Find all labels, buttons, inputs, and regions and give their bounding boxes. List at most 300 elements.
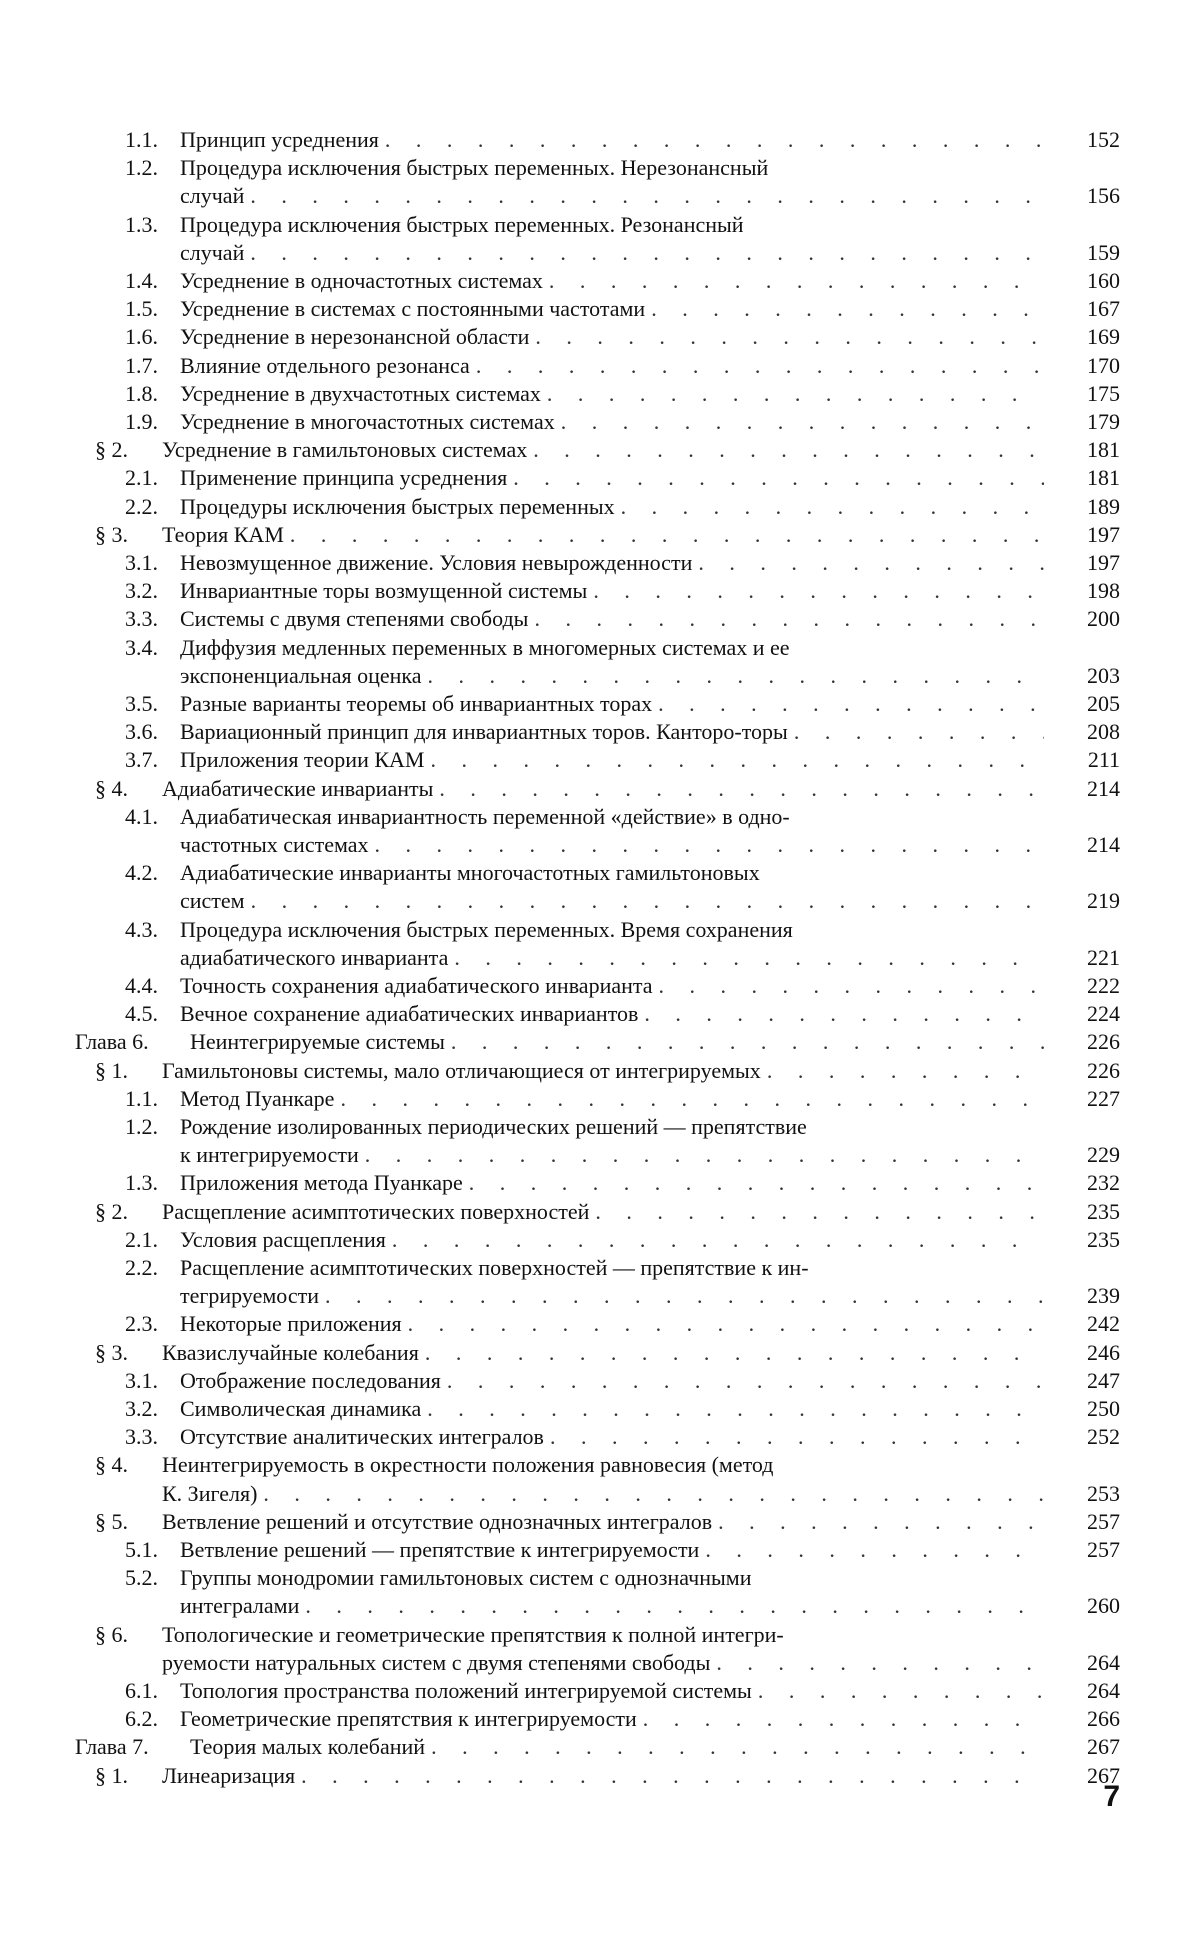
toc-section [0,1451,1120,1507]
toc-entry-title-line [180,1564,1050,1592]
dot-leader [430,746,1044,774]
toc-entry-title: случай [180,183,245,209]
toc-page-number: 246 [1087,1339,1120,1365]
toc-page-number: 235 [1087,1198,1120,1224]
toc-entry-number: 1.2. [125,1114,158,1139]
toc-subsection [0,1085,1120,1113]
toc-entry-title: Применение принципа усреднения [180,465,508,491]
toc-entry-title-line [180,803,1050,831]
toc-subsection [0,916,1120,972]
toc-entry-number: 1.3. [125,211,158,237]
toc-entry-number: § 6. [95,1621,128,1647]
toc-page-number: 226 [1087,1057,1120,1083]
dot-leader [263,1480,1044,1508]
toc-entry-title-line [180,887,1050,915]
dot-leader [533,436,1044,464]
toc-entry-title: Адиабатические инварианты [162,775,434,801]
toc-entry-title: к интегрируемости [180,1142,359,1168]
toc-entry-number: 3.3. [125,1424,158,1450]
toc-entry-number: 3.2. [125,1396,158,1421]
toc-entry-title-line [180,352,1050,380]
toc-entry-title: Инвариантные торы возмущенной системы [180,578,588,604]
dot-leader [698,549,1044,577]
toc-page-number: 214 [1087,775,1120,801]
dot-leader [392,1226,1044,1254]
toc-entry-title: Некоторые приложения [180,1311,402,1337]
toc-entry-title: случай [180,239,245,265]
dot-leader [621,493,1044,521]
toc-entry-title-line [180,267,1050,295]
toc-entry-number: 1.6. [125,324,158,350]
toc-page-number: 267 [1087,1734,1120,1760]
toc-entry-number: 1.1. [125,127,158,152]
toc-entry-number: 3.7. [125,747,158,773]
toc-entry-number: 5.1. [125,1537,158,1562]
toc-page-number: 247 [1087,1367,1120,1393]
toc-subsection [0,1254,1120,1310]
toc-entry-title-line [180,577,1050,605]
toc-entry-number: 4.4. [125,973,158,998]
toc-page-number: 242 [1087,1311,1120,1337]
toc-entry-number: § 4. [95,775,128,801]
toc-page-number: 159 [1087,239,1120,265]
toc-subsection [0,323,1120,351]
toc-entry-number: 3.1. [125,550,158,575]
toc-entry-title-line [180,1423,1050,1451]
toc-entry-number: 4.2. [125,860,158,886]
dot-leader [305,1592,1044,1620]
toc-entry-number: 3.6. [125,719,158,745]
toc-page-number: 267 [1087,1762,1120,1788]
toc-entry-title: Ветвление решений и отсутствие однозначных интегралов [162,1508,713,1534]
toc-entry-title: интегралами [180,1593,300,1619]
toc-subsection [0,1000,1120,1028]
toc-entry-title-line [180,154,1050,182]
toc-section [0,1198,1120,1226]
toc-entry-number: 4.3. [125,916,158,942]
toc-entry-title: Невозмущенное движение. Условия невырожденности [180,550,693,575]
toc-subsection [0,803,1120,859]
dot-leader [250,182,1044,210]
toc-entry-title: Топология пространства положений интегрируемой системы [180,1678,752,1703]
toc-entry-title-line [180,182,1050,210]
toc-entry-title-line [162,436,1050,464]
toc-entry-number: 4.5. [125,1001,158,1027]
toc-entry-title: К. Зигеля) [162,1480,258,1506]
toc-page-number: 252 [1087,1424,1120,1450]
toc-entry-title: Теория малых колебаний [190,1734,426,1760]
toc-entry-title-line [162,1508,1050,1536]
dot-leader [408,1310,1044,1338]
toc-entry-title-line [162,1339,1050,1367]
toc-entry-title: систем [180,888,245,914]
toc-entry-title-line [180,1113,1050,1141]
dot-leader [431,1733,1044,1761]
toc-entry-title-line [180,916,1050,944]
toc-entry-title-line [180,239,1050,267]
toc-entry-title-line [180,1592,1050,1620]
dot-leader [549,267,1044,295]
toc-subsection [0,859,1120,915]
toc-page-number: 179 [1087,409,1120,434]
toc-entry-title: Приложения метода Пуанкаре [180,1170,463,1196]
toc-entry-title: Условия расщепления [180,1226,386,1252]
toc-entry-title-line [180,1085,1050,1113]
toc-entry-title-line [180,746,1050,774]
dot-leader [643,1705,1044,1733]
toc-entry-title-line [190,1028,1050,1056]
dot-leader [385,126,1044,154]
toc-section [0,1057,1120,1085]
toc-page-number: 250 [1087,1396,1120,1421]
toc-entry-title-line [180,408,1050,436]
toc-entry-title: Вариационный принцип для инвариантных торов. Канторо-торы [180,719,788,745]
toc-entry-title-line [180,380,1050,408]
toc-page-number: 189 [1087,493,1120,519]
toc-subsection [0,211,1120,267]
toc-subsection [0,605,1120,633]
toc-entry-title: экспоненциальная оценка [180,662,422,688]
dot-leader [593,577,1044,605]
toc-entry-title: Процедура исключения быстрых переменных. Время сохранения [180,916,793,942]
toc-entry-title: Процедура исключения быстрых переменных. Резонансный [180,211,744,237]
toc-entry-title-line [180,662,1050,690]
dot-leader [705,1536,1044,1564]
toc-entry-title: Влияние отдельного резонанса [180,352,470,378]
toc-entry-title: Ветвление решений — препятствие к интегрируемости [180,1537,700,1562]
toc-page-number: 169 [1087,324,1120,350]
toc-subsection [0,1677,1120,1705]
toc-page-number: 224 [1087,1001,1120,1027]
dot-leader [476,352,1044,380]
toc-entry-title: Усреднение в двухчастотных системах [180,380,541,406]
page-number: 7 [1103,1780,1120,1813]
toc-entry-title: Расщепление асимптотических поверхностей — препятствие к ин- [180,1255,809,1280]
toc-entry-title-line [180,1310,1050,1338]
toc-subsection [0,493,1120,521]
dot-leader [250,239,1044,267]
toc-subsection [0,352,1120,380]
toc-entry-title-line [190,1733,1050,1761]
dot-leader [535,323,1044,351]
toc-entry-title: Топологические и геометрические препятствия к полной интегри- [162,1621,784,1647]
toc-entry-title-line [180,211,1050,239]
toc-entry-number: 2.3. [125,1311,158,1337]
toc-entry-number: 2.2. [125,493,158,519]
toc-entry-number: § 2. [95,437,128,463]
toc-entry-title: Отображение последования [180,1367,441,1393]
toc-entry-title: Отсутствие аналитических интегралов [180,1424,544,1450]
toc-entry-title-line [180,1141,1050,1169]
toc-entry-title: Расщепление асимптотических поверхностей [162,1198,590,1224]
toc-entry-number: § 2. [95,1198,128,1224]
toc-page-number: 200 [1087,606,1120,632]
toc-entry-number: 3.1. [125,1367,158,1393]
dot-leader [428,662,1044,690]
toc-entry-title-line [180,634,1050,662]
toc-entry-title: Адиабатическая инвариантность переменной «действие» в одно- [180,803,790,829]
toc-entry-number: § 4. [95,1452,128,1478]
dot-leader [469,1169,1044,1197]
toc-subsection [0,126,1120,154]
toc-entry-title: Линеаризация [162,1762,296,1788]
toc-page-number: 160 [1087,268,1120,293]
dot-leader [767,1057,1044,1085]
toc-page-number: 181 [1087,437,1120,463]
dot-leader [454,944,1044,972]
toc-subsection [0,577,1120,605]
dot-leader [451,1028,1044,1056]
toc-section [0,1621,1120,1677]
dot-leader [595,1198,1044,1226]
toc-entry-number: 6.2. [125,1706,158,1732]
toc-entry-title-line [180,1226,1050,1254]
toc-entry-number: 3.4. [125,634,158,660]
toc-subsection [0,718,1120,746]
toc-page-number: 266 [1087,1706,1120,1732]
toc-entry-title-line [180,690,1050,718]
toc-entry-title-line [180,718,1050,746]
toc-entry-number: § 3. [95,521,128,547]
toc-entry-title: Приложения теории КАМ [180,747,425,773]
toc-page-number: 175 [1087,380,1120,406]
toc-section [0,775,1120,803]
toc-entry-number: 2.2. [125,1255,158,1280]
toc-page-number: 227 [1087,1085,1120,1111]
toc-entry-title-line [180,859,1050,887]
toc-page-number: 226 [1087,1029,1120,1055]
toc-page-number: 264 [1087,1678,1120,1703]
toc-subsection [0,549,1120,577]
toc-entry-number: § 1. [95,1057,128,1083]
toc-entry-number: 1.4. [125,268,158,293]
toc-page-number: 203 [1087,662,1120,688]
toc-page-number: 156 [1087,183,1120,209]
toc-entry-title: Усреднение в системах с постоянными частотами [180,296,646,322]
dot-leader [340,1085,1044,1113]
toc-entry-title-line [180,1395,1050,1423]
toc-section [0,1762,1120,1790]
toc-entry-number: 3.5. [125,691,158,716]
dot-leader [325,1282,1044,1310]
toc-entry-number: § 1. [95,1762,128,1788]
toc-subsection [0,408,1120,436]
toc-entry-title: тегрируемости [180,1283,319,1309]
toc-entry-number: § 3. [95,1339,128,1365]
dot-leader [290,521,1044,549]
dot-leader [758,1677,1044,1705]
toc-entry-title-line [162,1621,1050,1649]
toc-chapter [0,1028,1120,1056]
toc-entry-title: Усреднение в нерезонансной области [180,324,530,350]
toc-entry-title-line [162,1198,1050,1226]
toc-entry-title-line [162,1057,1050,1085]
toc-page-number: 181 [1087,465,1120,491]
toc-entry-title-line [180,831,1050,859]
toc-page-number: 253 [1087,1480,1120,1506]
toc-subsection [0,267,1120,295]
toc-entry-title: Вечное сохранение адиабатических инвариантов [180,1001,639,1027]
toc-section [0,1508,1120,1536]
toc-entry-title: Группы монодромии гамильтоновых систем с однозначными [180,1565,752,1591]
dot-leader [439,775,1044,803]
toc-entry-title: Усреднение в одночастотных системах [180,268,543,293]
toc-entry-title-line [180,549,1050,577]
toc-page-number: 205 [1087,691,1120,716]
toc-subsection [0,1536,1120,1564]
toc-page-number: 198 [1087,578,1120,604]
toc-page-number: 260 [1087,1593,1120,1619]
toc-entry-title-line [162,521,1050,549]
toc-entry-title-line [180,126,1050,154]
toc-entry-title-line [180,944,1050,972]
toc-subsection [0,1169,1120,1197]
dot-leader [718,1508,1044,1536]
dot-leader [651,295,1044,323]
toc-subsection [0,1367,1120,1395]
toc-entry-title-line [180,464,1050,492]
toc-entry-title: Квазислучайные колебания [162,1339,419,1365]
toc-subsection [0,690,1120,718]
toc-page-number: 211 [1087,747,1120,773]
toc-page-number: 221 [1087,944,1120,970]
toc-entry-title-line [162,1480,1050,1508]
toc-entry-number: 3.3. [125,606,158,632]
toc-entry-title: Символическая динамика [180,1396,422,1421]
toc-entry-title-line [180,1367,1050,1395]
dot-leader [659,972,1044,1000]
toc-subsection [0,972,1120,1000]
toc-entry-title-line [180,1000,1050,1028]
toc-subsection [0,295,1120,323]
toc-entry-title-line [162,1762,1050,1790]
toc-subsection [0,634,1120,690]
dot-leader [550,1423,1044,1451]
toc-entry-title: Усреднение в гамильтоновых системах [162,437,528,463]
toc-subsection [0,1310,1120,1338]
toc-entry-title-line [162,775,1050,803]
toc-page-number: 235 [1087,1226,1120,1252]
toc-entry-title: Геометрические препятствия к интегрируемости [180,1706,637,1732]
dot-leader [561,408,1044,436]
toc-section [0,436,1120,464]
toc-chapter [0,1733,1120,1761]
toc-entry-number: 1.2. [125,155,158,181]
toc-subsection [0,380,1120,408]
toc-entry-title: Разные варианты теоремы об инвариантных торах [180,691,653,716]
toc-entry-title-line [180,1536,1050,1564]
toc-entry-number: 1.5. [125,296,158,322]
toc-page-number: 229 [1087,1142,1120,1168]
toc-entry-title: Теория КАМ [162,521,284,547]
toc-subsection [0,1113,1120,1169]
toc-entry-number: 5.2. [125,1565,158,1591]
toc-entry-title-line [180,1254,1050,1282]
toc-entry-number: Глава 7. [75,1734,149,1760]
toc-subsection [0,746,1120,774]
toc-entry-number: 1.9. [125,409,158,434]
toc-page-number: 214 [1087,831,1120,857]
toc-subsection [0,1564,1120,1620]
toc-entry-title: адиабатического инварианта [180,944,449,970]
toc-entry-title: Процедура исключения быстрых переменных. Нерезонансный [180,155,769,181]
toc-entry-title: Принцип усреднения [180,127,379,152]
toc-entry-number: 1.8. [125,380,158,406]
toc-entry-title: частотных системах [180,831,369,857]
dot-leader [375,831,1044,859]
toc-page-number: 239 [1087,1283,1120,1309]
toc-subsection [0,1705,1120,1733]
toc-page-number: 197 [1087,521,1120,547]
toc-entry-title: руемости натуральных систем с двумя степенями свободы [162,1649,711,1675]
toc-entry-title-line [162,1451,1050,1479]
toc-subsection [0,154,1120,210]
toc-entry-title-line [180,605,1050,633]
toc-page-number: 170 [1087,352,1120,378]
toc-entry-title-line [180,323,1050,351]
toc-page-number: 152 [1087,127,1120,152]
toc-entry-number: 1.3. [125,1170,158,1196]
toc-entry-title: Неинтегрируемые системы [190,1029,445,1055]
toc-entry-title-line [180,972,1050,1000]
toc-page-number: 167 [1087,296,1120,322]
toc-entry-number: § 5. [95,1508,128,1534]
toc-entry-title: Точность сохранения адиабатического инварианта [180,973,653,998]
dot-leader [301,1762,1044,1790]
toc-entry-number: 2.1. [125,1226,158,1252]
toc-entry-title: Гамильтоновы системы, мало отличающиеся от интегрируемых [162,1057,761,1083]
toc-entry-title: Адиабатические инварианты многочастотных гамильтоновых [180,860,760,886]
toc-page-number: 219 [1087,888,1120,914]
dot-leader [425,1339,1044,1367]
dot-leader [513,464,1044,492]
dot-leader [427,1395,1044,1423]
dot-leader [658,690,1044,718]
dot-leader [447,1367,1044,1395]
toc-entry-number: 4.1. [125,803,158,829]
dot-leader [644,1000,1044,1028]
toc-subsection [0,1226,1120,1254]
toc-entry-number: 3.2. [125,578,158,604]
toc-entry-title-line [180,1677,1050,1705]
toc-entry-title: Рождение изолированных периодических решений — препятствие [180,1114,807,1139]
toc-page-number: 232 [1087,1170,1120,1196]
dot-leader [547,380,1044,408]
toc-entry-number: Глава 6. [75,1029,149,1055]
toc-entry-number: 1.7. [125,352,158,378]
toc-page-number: 257 [1087,1508,1120,1534]
toc-entry-title: Системы с двумя степенями свободы [180,606,529,632]
toc-subsection [0,1423,1120,1451]
toc-subsection [0,464,1120,492]
toc-entry-title-line [180,1705,1050,1733]
toc-page-number: 257 [1087,1537,1120,1562]
toc-entry-title-line [180,1169,1050,1197]
toc-page-number: 264 [1087,1649,1120,1675]
toc-subsection [0,1395,1120,1423]
toc-section [0,521,1120,549]
toc-page-number: 197 [1087,550,1120,575]
toc-section [0,1339,1120,1367]
toc-entry-title: Неинтегрируемость в окрестности положения равновесия (метод [162,1452,774,1478]
toc-entry-title-line [180,493,1050,521]
dot-leader [251,887,1044,915]
toc-entry-number: 6.1. [125,1678,158,1703]
toc-entry-title: Метод Пуанкаре [180,1085,335,1111]
toc-entry-title: Процедуры исключения быстрых переменных [180,493,615,519]
dot-leader [716,1649,1044,1677]
dot-leader [794,718,1044,746]
